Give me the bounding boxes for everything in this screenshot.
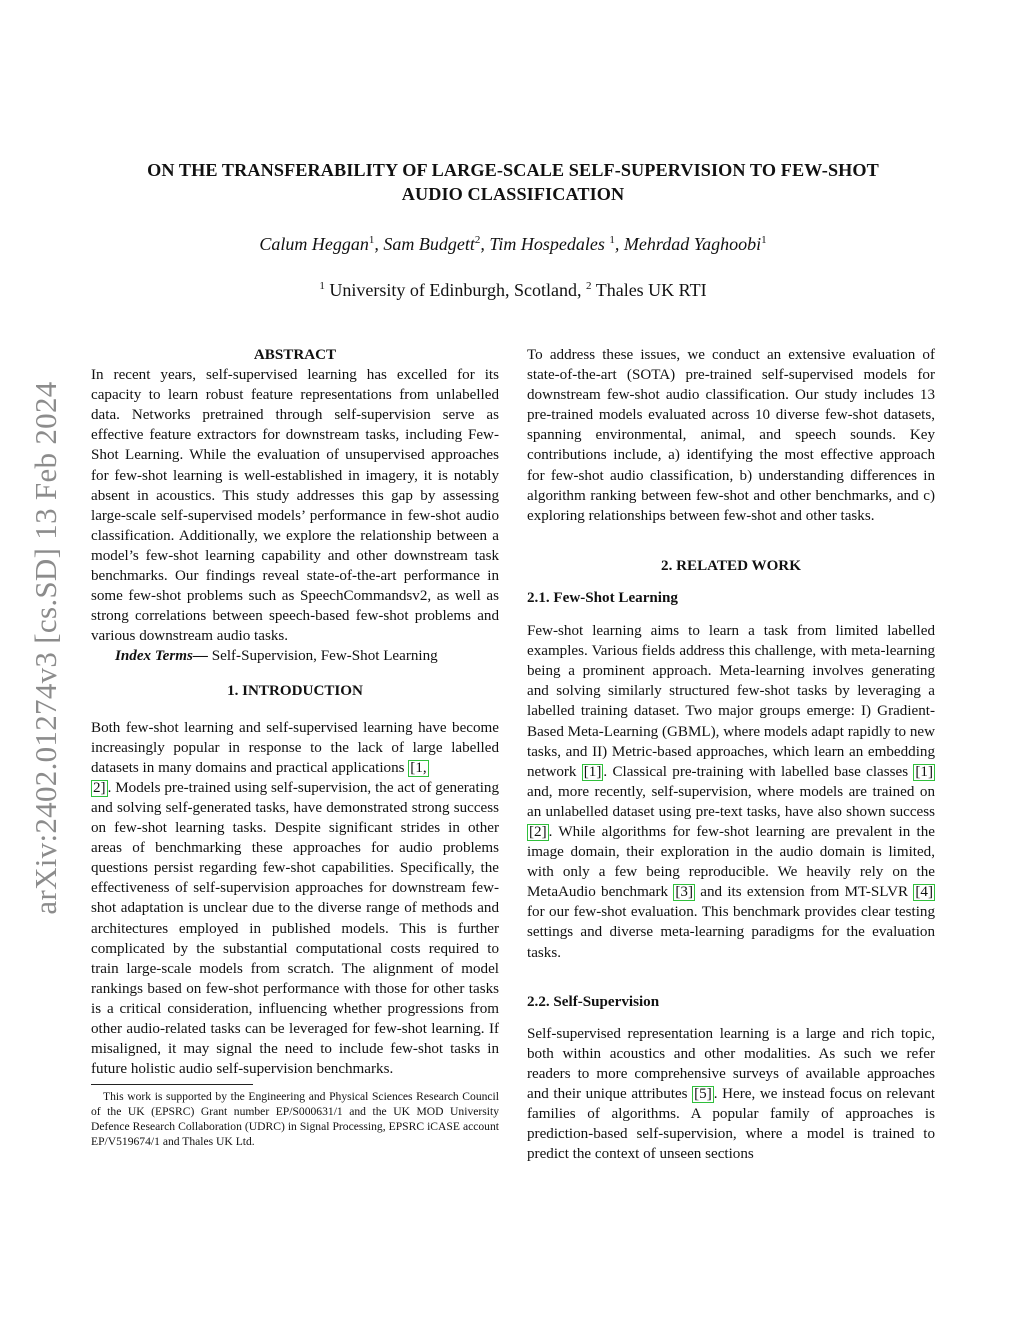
- paragraph-text: . Classical pre-training with labelled base classes: [603, 763, 914, 780]
- author-affiliation-mark: 2: [474, 234, 481, 246]
- author-separator: ,: [374, 234, 384, 254]
- citation-link[interactable]: [1]: [583, 763, 602, 780]
- introduction-paragraph: [91, 718, 499, 1080]
- paragraph-text: for our few-shot evaluation. This benchmark provides clear testing settings and diverse meta-learning paradigms for the evaluation tasks.: [527, 904, 935, 961]
- author-affiliation-mark: 1: [761, 234, 767, 246]
- paragraph-text: . Here, we instead focus on relevant families of algorithms. A popular family of approaches is prediction-based self-supervision, where a model is trained to predict the context of unseen sections: [527, 1086, 935, 1163]
- author-separator: ,: [614, 234, 624, 254]
- footnote-divider: [91, 1084, 253, 1085]
- self-supervision-heading: 2.2. Self-Supervision: [527, 993, 660, 1010]
- affiliation-text: University of Edinburgh, Scotland,: [324, 280, 587, 300]
- citation-link[interactable]: 2]: [93, 779, 106, 796]
- paragraph-text: and, more recently, self-supervision, where models are trained on an unlabelled dataset using pre-text tasks, have also shown success: [527, 783, 935, 820]
- author-name: Sam Budgett: [383, 234, 475, 254]
- introduction-heading: 1. INTRODUCTION: [227, 682, 363, 699]
- intro-text: . Models pre-trained using self-supervision, the act of generating and solving self-generated tasks, have demonstrated strong success on few-shot learning tasks. Despite significant strides in other areas of benchmarking these approaches for audio problems questions persist regarding few-shot capabilities. Specifically, the effectiveness of self-supervision approaches for downstream few-shot adaptation is unclear due to the diverse range of methods and architectures employed in published models. This is further complicated by the substantial computational costs required to train large-scale models from scratch. The alignment of model rankings based on few-shot performance with those for other tasks is a critical consideration, influencing whether progressions from other audio-related tasks can be leveraged for few-shot learning. If misaligned, it may signal the need to include few-shot tasks in future holistic audio self-supervision benchmarks.: [91, 779, 499, 1078]
- paragraph-text: Self-supervised representation learning is a large and rich topic, both within acoustics and other modalities. As such we refer readers to more comprehensive surveys of available approaches and their unique attributes: [527, 1025, 935, 1102]
- few-shot-learning-heading: 2.1. Few-Shot Learning: [527, 589, 678, 606]
- affiliation-mark: 2: [586, 280, 592, 292]
- citation-link[interactable]: [4]: [915, 884, 933, 901]
- citation-link[interactable]: [2]: [529, 823, 547, 840]
- right-column: [527, 345, 935, 1164]
- author-list: [90, 232, 936, 256]
- paragraph-text: and its extension from MT-SLVR: [694, 884, 914, 901]
- citation-link[interactable]: [1,: [410, 759, 427, 776]
- affiliation-text: Thales UK RTI: [591, 280, 707, 300]
- contributions-paragraph: To address these issues, we conduct an extensive evaluation of state-of-the-art (SOTA) pre-trained self-supervised models for downstream few-shot audio classification. Our study includes 13 pre-trained models evaluated across 10 diverse few-shot datasets, spanning environmental, animal, and speech sounds. Key contributions include, a) identifying the most effective approach for few-shot audio classification, b) understanding differences in algorithm ranking between few-shot and other benchmarks, and c) exploring relationships between few-shot and other tasks.: [527, 347, 935, 524]
- self-supervision-paragraph: [527, 1024, 935, 1165]
- author-affiliation-mark: 1: [368, 234, 375, 246]
- arxiv-side-stamp: arXiv:2402.01274v3 [cs.SD] 13 Feb 2024: [28, 381, 63, 915]
- affiliation-mark: 1: [319, 280, 325, 292]
- author-name: Mehrdad Yaghoobi: [623, 234, 762, 254]
- related-work-heading: 2. RELATED WORK: [661, 557, 801, 574]
- few-shot-learning-paragraph: [527, 621, 935, 963]
- abstract-text: In recent years, self-supervised learning has excelled for its capacity to learn robust feature representations from unlabelled data. Networks pretrained through self-supervision serve as effective feature extractors for downstream tasks, including Few-Shot Learning. While the evaluation of unsupervised approaches for few-shot learning is well-established in imagery, it is notably absent in acoustics. This study addresses this gap by assessing large-scale self-supervised models’ performance in few-shot audio classification. Additionally, we explore the relationship between a model’s few-shot learning capability and other downstream task benchmarks. Our findings reveal state-of-the-art performance in some few-shot problems such as SpeechCommandsv2, as well as strong correlations between speech-based few-shot problems and various downstream audio tasks.: [91, 367, 499, 645]
- citation-link[interactable]: [1]: [915, 763, 933, 780]
- affiliation-list: [90, 278, 936, 302]
- left-column: [91, 345, 499, 1149]
- paragraph-text: . While algorithms for few-shot learning are prevalent in the image domain, their exploration in the audio domain is limited, with only a few being reproducible. We heavily rely on the MetaAudio benchmark: [527, 823, 935, 901]
- index-terms: [91, 646, 499, 666]
- index-terms-text: Self-Supervision, Few-Shot Learning: [207, 648, 438, 665]
- author-affiliation-mark: 1: [609, 234, 615, 246]
- citation-link[interactable]: [3]: [675, 884, 693, 901]
- author-name: Calum Heggan: [259, 234, 369, 254]
- funding-footnote: This work is supported by the Engineering and Physical Sciences Research Council of the UK (EPSRC) Grant number EP/S000631/1 and the UK MOD University Defence Research Collaboration (UDRC) in Signal Processing, EPSRC iCASE account EP/V519674/1 and Thales UK Ltd.: [91, 1090, 499, 1149]
- paper-title: [90, 158, 936, 206]
- paragraph-text: Few-shot learning aims to learn a task from limited labelled examples. Various fields address this challenge, with meta-learning being a prominent approach. Meta-learning involves generating and solving similarly structured few-shot tasks by leveraging a labelled training dataset. Two major groups emerge: I) Gradient-Based Meta-Learning (GBML), where models adapt rapidly to new tasks, and II) Metric-based approaches, which learn an embedding network: [527, 623, 935, 780]
- author-separator: ,: [480, 234, 490, 254]
- abstract-heading: ABSTRACT: [253, 347, 337, 363]
- title-line-1: ON THE TRANSFERABILITY OF LARGE-SCALE SELF-SUPERVISION TO FEW-SHOT: [147, 160, 879, 180]
- intro-text: Both few-shot learning and self-supervised learning have become increasingly popular in response to the lack of large labelled datasets in many domains and practical applications: [91, 719, 499, 776]
- author-name: Tim Hospedales: [489, 234, 610, 254]
- citation-link[interactable]: [5]: [694, 1086, 712, 1102]
- index-terms-label: Index Terms—: [115, 648, 208, 665]
- title-line-2: AUDIO CLASSIFICATION: [401, 184, 625, 204]
